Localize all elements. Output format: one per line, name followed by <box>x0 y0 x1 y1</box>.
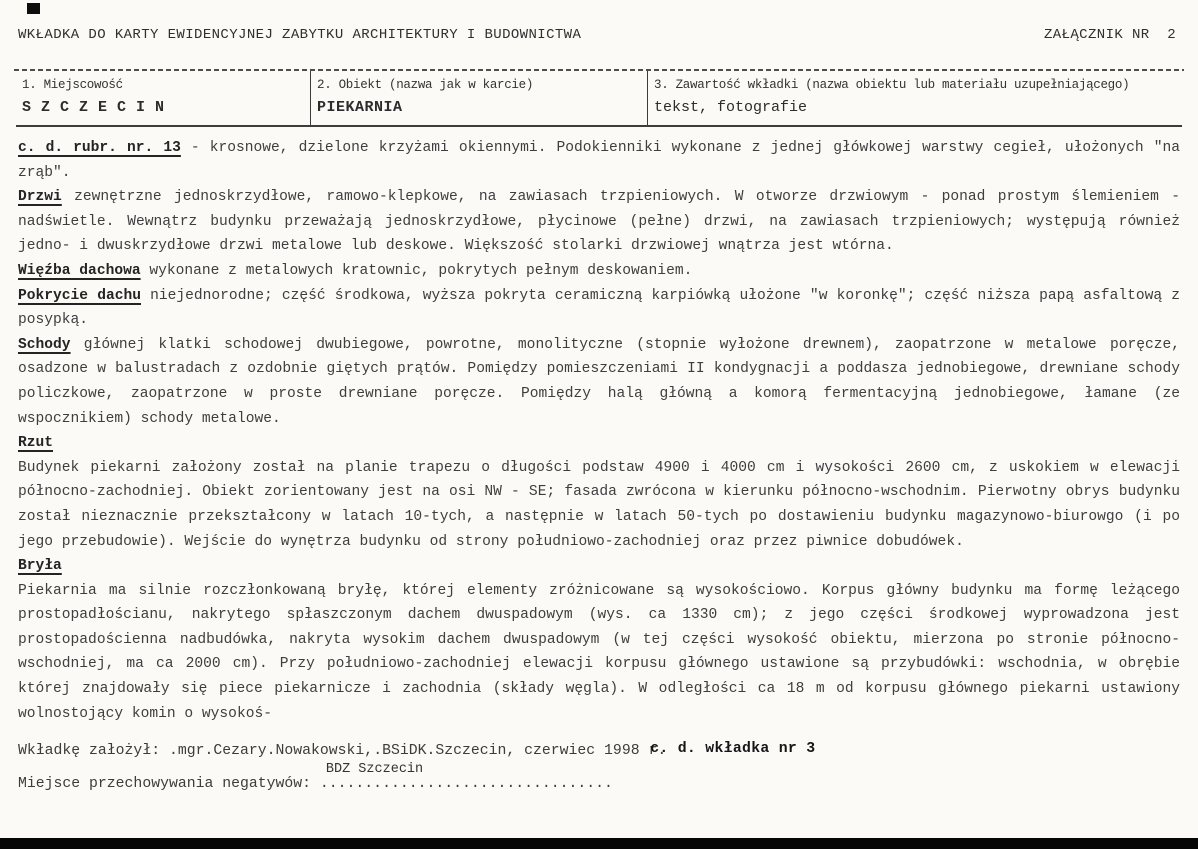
founder-value: .mgr.Cezary.Nowakowski,.BSiDK.Szczecin, czerwiec 1998 r. <box>160 743 667 760</box>
negatives-line <box>18 762 1180 797</box>
paragraph-text: niejednorodne; część środkowa, wyższa pokryta ceramiczną karpiówką ułożone "w koronkę"; część niższa papą asfaltową z posypką. <box>18 287 1181 329</box>
founder-line <box>18 738 1180 764</box>
paragraph-text: - krosnowe, dzielone krzyżami okiennymi. Podokienniki wykonane z jednej główkowej warstwy cegieł, ułożonych "na zrąb". <box>18 140 1180 181</box>
document-header <box>0 0 1198 43</box>
paragraph-lead: Bryła <box>18 558 62 575</box>
info-table <box>16 71 1182 127</box>
heading-rzut <box>18 431 1180 456</box>
attachment-number: ZAŁĄCZNIK NR 2 <box>1043 27 1176 43</box>
paragraph-text: głównej klatki schodowej dwubiegowe, powrotne, monolityczne (stopnie wyłożone drewnem), zaopatrzone w metalowe poręcze, osadzone w balustradach z ozdobnie giętych prątów. Pomiędzy pomieszczeniami II kondygnacji a poddasza jednobiegowe, drewniane schody policzkowe, zaopatrzone w proste drewniane poręcze. Pomiędzy halą główną a komorą fermentacyjną jednobiegowe, łamane (ze wspocznikiem) schody metalowe. <box>18 336 1180 427</box>
paragraph-lead: Rzut <box>18 435 54 452</box>
negatives-overlay-value: BDZ Szczecin <box>325 762 424 778</box>
continuation-note: c. d. wkładka nr 3 <box>650 741 816 758</box>
cell-obiekt <box>310 71 647 125</box>
heading-bryla <box>18 554 1180 579</box>
cell-zawartosc <box>647 71 1182 125</box>
cell-miejscowosc <box>16 71 310 125</box>
paragraph-drzwi <box>18 185 1180 259</box>
paragraph-lead: Więźba dachowa <box>18 262 141 279</box>
paragraph-text: zewnętrzne jednoskrzydłowe, ramowo-klepkowe, na zawiasach trzpieniowych. W otworze drzwiowym - ponad prostym ślemieniem - nadświetle. Wewnątrz budynku przeważają jednoskrzydłowe, płycinowe (pełne) drzwi, na zawiasach trzpieniowych; występują również jedno- i dwuskrzydłowe drzwi metalowe lub deskowe. Większość stolarki drzwiowej wnątrza jest wtórna. <box>18 189 1180 255</box>
cell-miejscowosc-value: S Z C Z E C I N <box>22 99 165 116</box>
negatives-label: Miejsce przechowywania negatywów: <box>18 776 320 793</box>
paragraph-pokrycie-dachu <box>18 284 1180 333</box>
paragraph-lead: c. d. rubr. nr. 13 <box>18 140 181 156</box>
founder-label: Wkładkę założył: <box>18 743 161 760</box>
paragraph-lead: Drzwi <box>18 189 62 206</box>
paragraph-lead: Pokrycie dachu <box>18 287 141 304</box>
cell-zawartosc-label: 3. Zawartość wkładki (nazwa obiektu lub materiału uzupełniającego) <box>654 78 1130 92</box>
negatives-dots: ................................. <box>319 776 613 793</box>
negatives-dotted-field <box>319 762 613 797</box>
paragraph-schody <box>18 333 1180 431</box>
paragraph-text: Piekarnia ma silnie rozczłonkowaną bryłę, której elementy zróżnicowane są wysokościowo. Korpus główny budynku ma formę leżącego prostopadłościanu, nakrytego spłaszczonym dachem dwuspadowym (wys. ca 1330 cm); z jego części środkowej wyprowadzona jest prostopadościenna nadbudówka, nakryta wysokim dachem dwuspadowym (w tej części wysokość obiektu, mierzona po stronie północno-wschodniej, ma ca 2000 cm). Przy południowo-zachodniej elewacji korpusu głównego ustawione są przybudówki: wschodnia, w obrębie której znajdowały się piece piekarnicze i zachodnia (składy węgla). W odległości ca 18 m od korpusu głównego piekarni ustawiony wolnostojący komin o wysokoś- <box>18 582 1180 722</box>
paragraph-text: Budynek piekarni założony został na planie trapezu o długości podstaw 4900 i 4000 cm i wysokości 2600 cm, z uskokiem w elewacji północno-zachodniej. Obiekt zorientowany jest na osi NW - SE; fasada zwrócona w kierunku północno-wschodnim. Pierwotny obrys budynku został nieznacznie przekształcony w latach 10-tych, a następnie w latach 50-tych po dostawieniu budynku magazynowo-biurowgo (i po jego przebudowie). Wejście do wynętrza budynku od strony południowo-zachodniej oraz przez piwnice dobudówek. <box>18 459 1180 550</box>
paragraph-wiezba-dachowa <box>18 259 1180 284</box>
document-body <box>18 136 1180 726</box>
document-title: WKŁADKA DO KARTY EWIDENCYJNEJ ZABYTKU ARCHITEKTURY I BUDOWNICTWA <box>18 27 582 43</box>
paragraph-rzut-text <box>18 456 1180 554</box>
scan-artifact-top-left <box>27 3 40 14</box>
paragraph-lead: Schody <box>18 336 71 353</box>
cell-zawartosc-value: tekst, fotografie <box>654 99 808 116</box>
cell-obiekt-value: PIEKARNIA <box>317 99 403 116</box>
paragraph-rubr-13 <box>18 136 1180 185</box>
scan-artifact-bottom-bar <box>0 838 1198 849</box>
cell-obiekt-label: 2. Obiekt (nazwa jak w karcie) <box>317 78 534 92</box>
paragraph-bryla-text <box>18 579 1180 727</box>
document-footer <box>18 738 1180 797</box>
cell-miejscowosc-label: 1. Miejscowość <box>22 78 123 92</box>
paragraph-text: wykonane z metalowych kratownic, pokrytych pełnym deskowaniem. <box>140 262 693 279</box>
